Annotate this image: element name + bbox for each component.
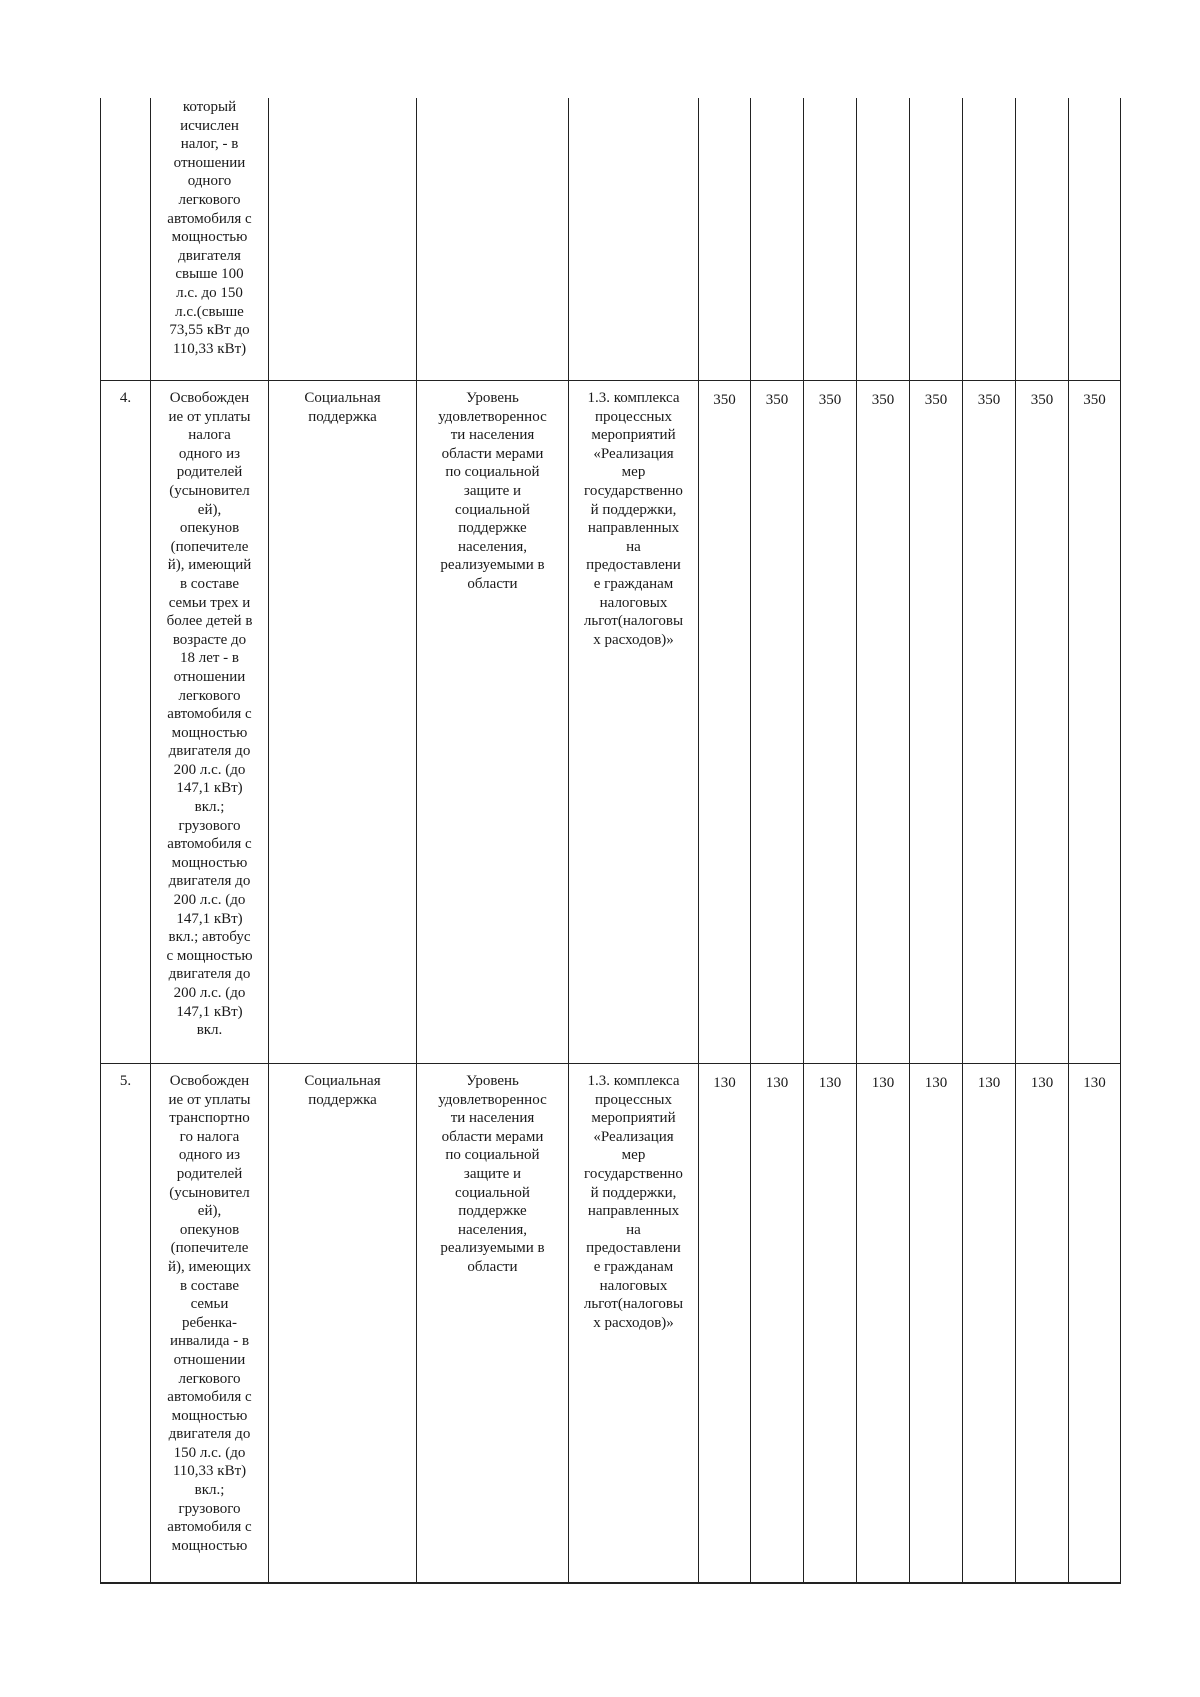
value-cell: 350 [910, 381, 963, 1064]
value-cell: 350 [804, 381, 857, 1064]
row-number [101, 98, 151, 381]
value-cell: 350 [963, 381, 1016, 1064]
benefit-goal: Уровень удовлетвореннос ти населения области мерами по социальной защите и социальной поддержке населения, реализуемыми в области [417, 381, 569, 1064]
value-cell [1069, 98, 1121, 381]
row-number: 5. [101, 1064, 151, 1584]
benefit-category [269, 98, 417, 381]
benefit-category: Социальная поддержка [269, 381, 417, 1064]
value-cell [910, 98, 963, 381]
value-cell: 130 [1016, 1064, 1069, 1584]
value-cell: 130 [1069, 1064, 1121, 1584]
value-cell: 350 [751, 381, 804, 1064]
benefit-program: 1.3. комплекса процессных мероприятий «Реализация мер государственно й поддержки, направленных на предоставлени е гражданам налоговых льгот(налоговы х расходов)» [569, 1064, 699, 1584]
value-cell: 350 [857, 381, 910, 1064]
value-cell [963, 98, 1016, 381]
benefit-program: 1.3. комплекса процессных мероприятий «Реализация мер государственно й поддержки, направленных на предоставлени е гражданам налоговых льгот(налоговы х расходов)» [569, 381, 699, 1064]
benefit-description: который исчислен налог, - в отношении одного легкового автомобиля с мощностью двигателя свыше 100 л.с. до 150 л.с.(свыше 73,55 кВт до 110,33 кВт) [151, 98, 269, 381]
value-cell: 350 [699, 381, 751, 1064]
benefit-description: Освобожден ие от уплаты транспортно го налога одного из родителей (усыновител ей), опекунов (попечителе й), имеющих в составе семьи ребенка- инвалида - в отношении легкового автомобиля с мощностью двигателя до 150 л.с. (до 110,33 кВт) вкл.; грузового автомобиля с мощностью [151, 1064, 269, 1584]
value-cell: 350 [1069, 381, 1121, 1064]
benefit-category: Социальная поддержка [269, 1064, 417, 1584]
tax-benefits-table [100, 98, 1121, 1584]
value-cell: 130 [910, 1064, 963, 1584]
value-cell [1016, 98, 1069, 381]
value-cell [804, 98, 857, 381]
value-cell: 130 [857, 1064, 910, 1584]
value-cell [751, 98, 804, 381]
value-cell: 130 [699, 1064, 751, 1584]
benefit-goal [417, 98, 569, 381]
benefit-goal: Уровень удовлетвореннос ти населения области мерами по социальной защите и социальной поддержке населения, реализуемыми в области [417, 1064, 569, 1584]
value-cell [857, 98, 910, 381]
value-cell [699, 98, 751, 381]
value-cell: 130 [963, 1064, 1016, 1584]
value-cell: 130 [751, 1064, 804, 1584]
table-row [101, 381, 1121, 1064]
table-row [101, 1064, 1121, 1584]
value-cell: 130 [804, 1064, 857, 1584]
benefit-description: Освобожден ие от уплаты налога одного из родителей (усыновител ей), опекунов (попечителе й), имеющий в составе семьи трех и более детей в возрасте до 18 лет - в отношении легкового автомобиля с мощностью двигателя до 200 л.с. (до 147,1 кВт) вкл.; грузового автомобиля с мощностью двигателя до 200 л.с. (до 147,1 кВт) вкл.; автобус с мощностью двигателя до 200 л.с. (до 147,1 кВт) вкл. [151, 381, 269, 1064]
table-row [101, 98, 1121, 381]
value-cell: 350 [1016, 381, 1069, 1064]
benefit-program [569, 98, 699, 381]
row-number: 4. [101, 381, 151, 1064]
